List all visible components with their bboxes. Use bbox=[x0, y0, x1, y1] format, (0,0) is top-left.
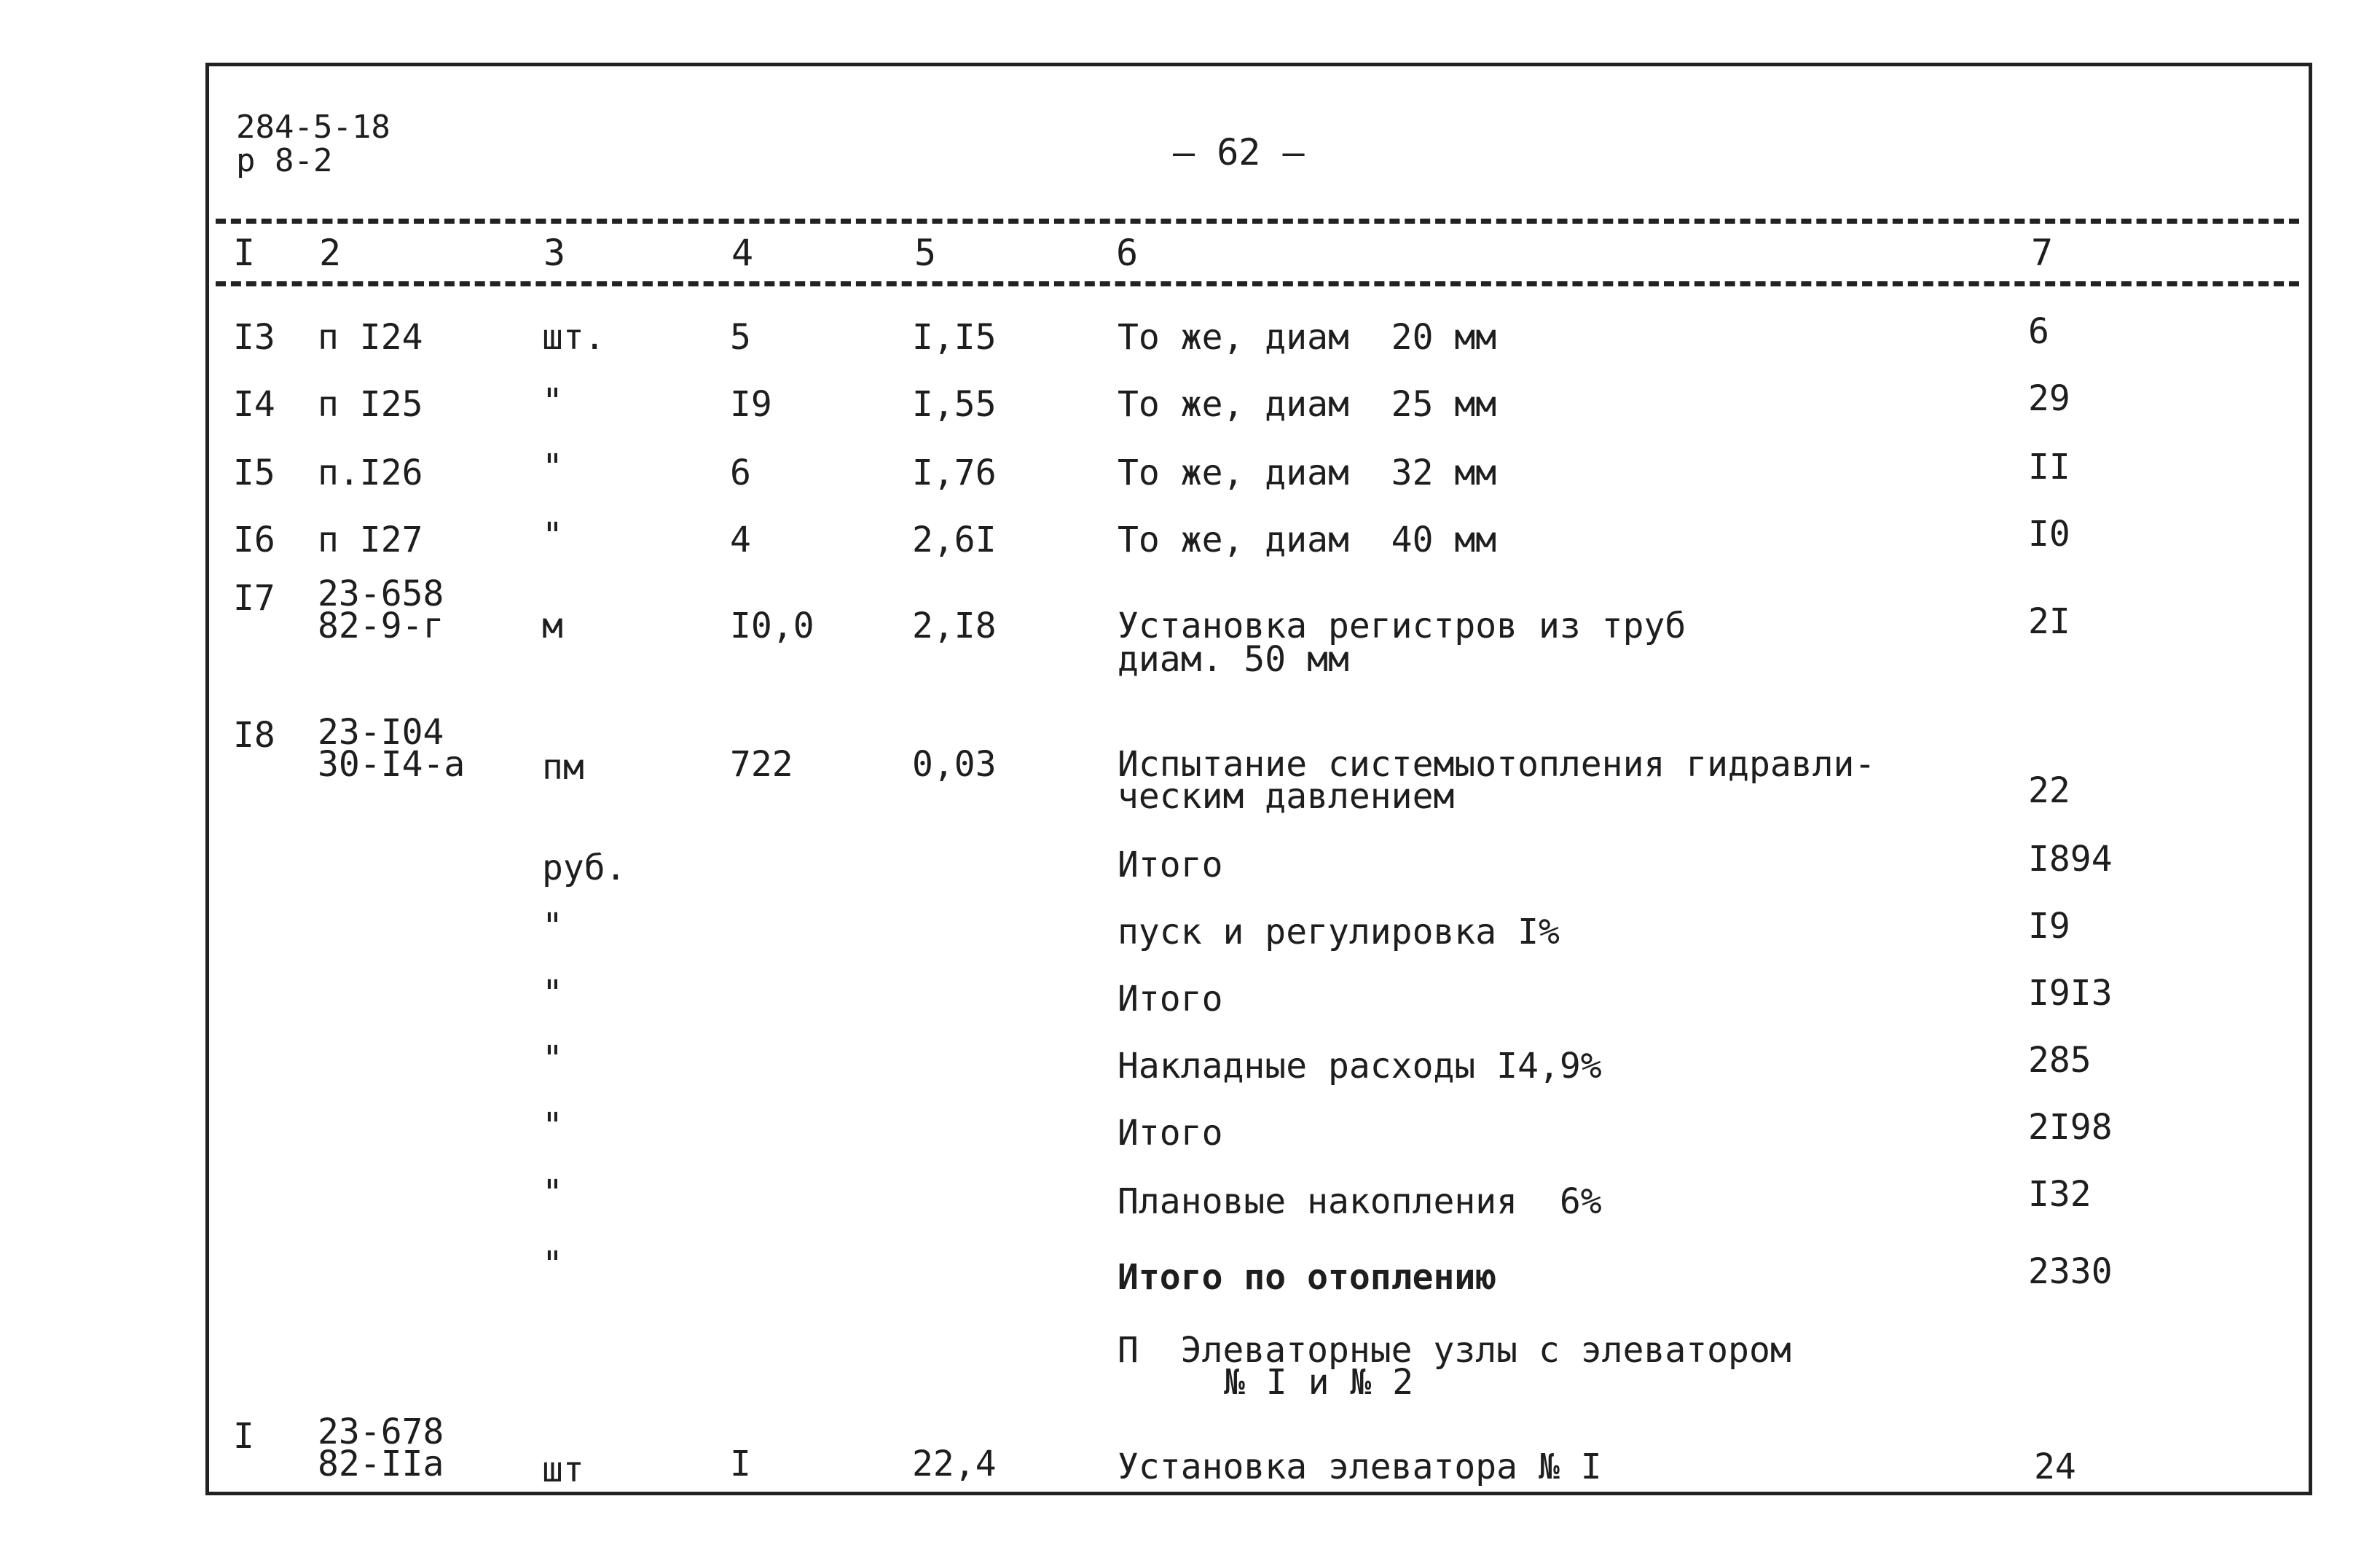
column-header-1: I bbox=[233, 232, 256, 274]
quantity: I0,0 bbox=[730, 606, 814, 646]
unit: " bbox=[542, 515, 563, 556]
total-cost: 2330 bbox=[2028, 1251, 2113, 1292]
row-number: I3 bbox=[233, 317, 275, 358]
norm-code-line2: 30-I4-а bbox=[318, 744, 466, 785]
unit-price: I,55 bbox=[912, 384, 997, 425]
total-cost: 29 bbox=[2028, 378, 2070, 419]
unit: " bbox=[542, 906, 563, 947]
total-cost: I9I3 bbox=[2028, 973, 2113, 1014]
total-cost: 6 bbox=[2028, 311, 2049, 352]
section-heading-line1: П Элеваторные узлы с элеватором bbox=[1118, 1330, 1791, 1371]
quantity: 5 bbox=[730, 317, 751, 358]
row-number: I7 bbox=[233, 578, 275, 619]
norm-code-line1: 23-I04 bbox=[318, 712, 444, 753]
description: То же, диам 25 мм bbox=[1118, 384, 1497, 425]
description: пуск и регулировка I% bbox=[1118, 912, 1560, 952]
description: То же, диам 32 мм bbox=[1118, 453, 1497, 493]
unit: м bbox=[542, 606, 563, 646]
norm-code: п.I26 bbox=[318, 453, 423, 493]
unit-price: 2,I8 bbox=[912, 606, 997, 646]
unit: " bbox=[542, 1244, 563, 1285]
header-divider-top bbox=[216, 219, 2299, 224]
row-number: I4 bbox=[233, 384, 275, 425]
description: Итого bbox=[1118, 845, 1223, 885]
unit-price: I,I5 bbox=[912, 317, 997, 358]
unit: " bbox=[542, 447, 563, 488]
total-cost: I894 bbox=[2028, 839, 2113, 880]
unit: руб. bbox=[542, 847, 627, 888]
unit: " bbox=[542, 973, 563, 1014]
quantity: 4 bbox=[730, 520, 751, 560]
unit: " bbox=[542, 1038, 563, 1079]
quantity: I bbox=[730, 1444, 751, 1484]
description-line1: Испытание системыотопления гидравли- bbox=[1118, 744, 1876, 785]
description: Плановые накопления 6% bbox=[1118, 1181, 1602, 1222]
column-header-2: 2 bbox=[319, 232, 342, 274]
description: Итого bbox=[1118, 979, 1223, 1019]
description: То же, диам 40 мм bbox=[1118, 520, 1497, 560]
total-cost: 24 bbox=[2034, 1446, 2076, 1487]
quantity: 6 bbox=[730, 453, 751, 493]
column-header-4: 4 bbox=[731, 232, 754, 274]
section-heading-line2: № I и № 2 bbox=[1224, 1362, 1414, 1403]
unit: пм bbox=[542, 747, 584, 788]
unit: " bbox=[542, 381, 563, 422]
total-cost: I32 bbox=[2028, 1174, 2092, 1215]
norm-code-line1: 23-678 bbox=[318, 1412, 444, 1452]
norm-code: п I27 bbox=[318, 520, 423, 560]
total-cost: 2I bbox=[2028, 601, 2070, 642]
quantity: I9 bbox=[730, 384, 772, 425]
column-header-6: 6 bbox=[1116, 232, 1139, 274]
description: То же, диам 20 мм bbox=[1118, 317, 1497, 358]
column-header-7: 7 bbox=[2031, 232, 2054, 274]
quantity: 722 bbox=[730, 744, 793, 785]
unit: шт bbox=[542, 1449, 584, 1490]
total-cost: 2I98 bbox=[2028, 1107, 2113, 1148]
description-line2: ческим давлением bbox=[1118, 776, 1455, 817]
page-number: — 62 — bbox=[1173, 131, 1305, 173]
total-cost: I0 bbox=[2028, 514, 2070, 555]
total-cost: 22 bbox=[2028, 770, 2070, 811]
unit-price: 2,6I bbox=[912, 520, 997, 560]
row-number: I8 bbox=[233, 715, 275, 756]
description: Итого по отоплению bbox=[1118, 1257, 1497, 1298]
norm-code: п I24 bbox=[318, 317, 423, 358]
unit-price: 0,03 bbox=[912, 744, 997, 785]
unit: шт. bbox=[542, 317, 605, 358]
norm-code: п I25 bbox=[318, 384, 423, 425]
unit: " bbox=[542, 1105, 563, 1146]
document-code-line2: р 8-2 bbox=[236, 142, 333, 179]
row-number: I6 bbox=[233, 520, 275, 560]
unit-price: 22,4 bbox=[912, 1444, 997, 1484]
description-line1: Установка регистров из труб bbox=[1118, 606, 1686, 646]
norm-code-line2: 82-IIа bbox=[318, 1444, 444, 1484]
description: Установка элеватора № I bbox=[1118, 1446, 1602, 1487]
column-header-5: 5 bbox=[914, 232, 937, 274]
document-code bbox=[236, 111, 390, 178]
norm-code-line1: 23-658 bbox=[318, 573, 444, 614]
header-divider-bottom bbox=[216, 281, 2299, 286]
row-number: I5 bbox=[233, 453, 275, 493]
document-code-line1: 284-5-18 bbox=[236, 109, 390, 146]
column-header-3: 3 bbox=[543, 232, 566, 274]
norm-code-line2: 82-9-г bbox=[318, 606, 444, 646]
unit-price: I,76 bbox=[912, 453, 997, 493]
total-cost: I9 bbox=[2028, 906, 2070, 947]
total-cost: 285 bbox=[2028, 1040, 2092, 1081]
total-cost: II bbox=[2028, 447, 2070, 488]
description: Итого bbox=[1118, 1113, 1223, 1154]
row-number: I bbox=[233, 1416, 254, 1457]
description: Накладные расходы I4,9% bbox=[1118, 1046, 1602, 1087]
description-line2: диам. 50 мм bbox=[1118, 639, 1349, 680]
unit: " bbox=[542, 1172, 563, 1213]
